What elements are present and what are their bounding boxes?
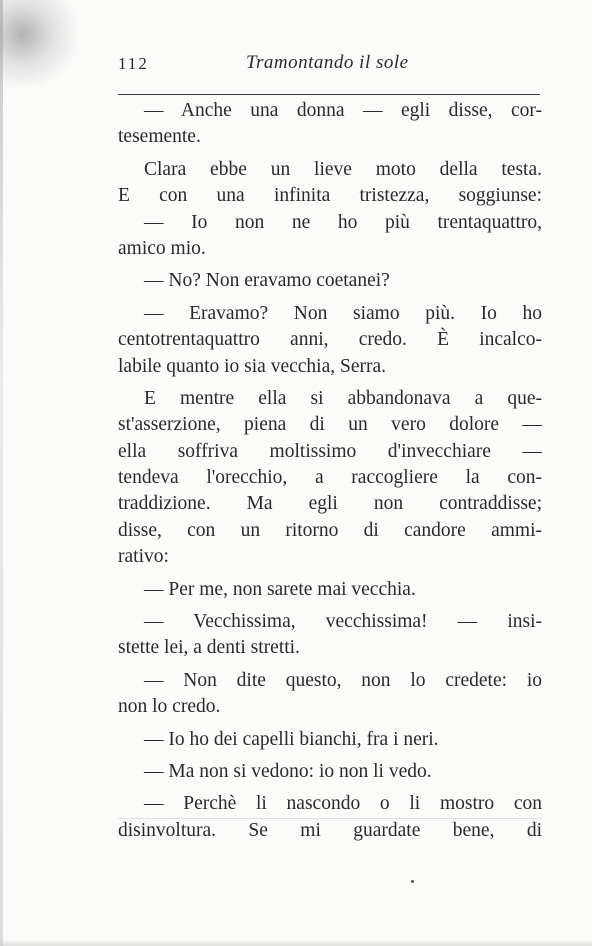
page-left-edge [0,0,3,946]
text-line: — Vecchissima, vecchissima! — insi- [144,611,542,633]
text-line: st'asserzione, piena di un vero dolore — [118,414,542,436]
text-line: non lo credo. [118,696,221,718]
text-line: amico mio. [118,237,206,259]
running-head: Tramontando il sole [246,52,409,73]
text-line: rativo: [118,546,169,568]
text-line: Clara ebbe un lieve moto della testa. [144,158,542,180]
text-line: E con una infinita tristezza, soggiunse: [118,185,542,207]
text-line: tesemente. [118,126,201,148]
page-bottom-edge [0,940,592,946]
text-line: — Perchè li nascondo o li mostro con [144,793,542,815]
text-line: — No? Non eravamo coetanei? [144,270,390,292]
text-line: — Anche una donna — egli disse, cor- [144,100,542,121]
text-line: centotrentaquattro anni, credo. È incalco- [118,329,542,351]
text-line: stette lei, a denti stretti. [118,637,300,659]
text-line: E mentre ella si abbandonava a que- [144,387,542,409]
page-header [118,52,538,78]
text-line: labile quanto io sia vecchia, Serra. [118,355,387,377]
text-line: tendeva l'orecchio, a raccogliere la con- [118,467,542,489]
text-line: traddizione. Ma egli non contraddisse; [118,493,542,515]
body-text [118,98,542,844]
text-line: — Ma non si vedono: io non li vedo. [144,760,432,782]
text-line: ella soffriva moltissimo d'invecchiare — [118,440,542,462]
text-line: — Per me, non sarete mai vecchia. [144,578,416,600]
footer-rule [118,818,542,819]
text-line: disinvoltura. Se mi guardate bene, di [118,819,542,841]
text-line: — Eravamo? Non siamo più. Io ho [144,302,542,324]
text-line: — Io ho dei capelli bianchi, fra i neri. [144,728,439,750]
text-line: — Non dite questo, non lo credete: io [144,669,542,691]
ink-speck [411,880,414,883]
text-line: disse, con un ritorno di candore ammi- [118,519,542,541]
page-smudge [0,0,80,90]
text-line: — Io non ne ho più trentaquattro, [144,211,542,233]
page-number: 112 [118,54,149,73]
header-rule [118,94,540,95]
